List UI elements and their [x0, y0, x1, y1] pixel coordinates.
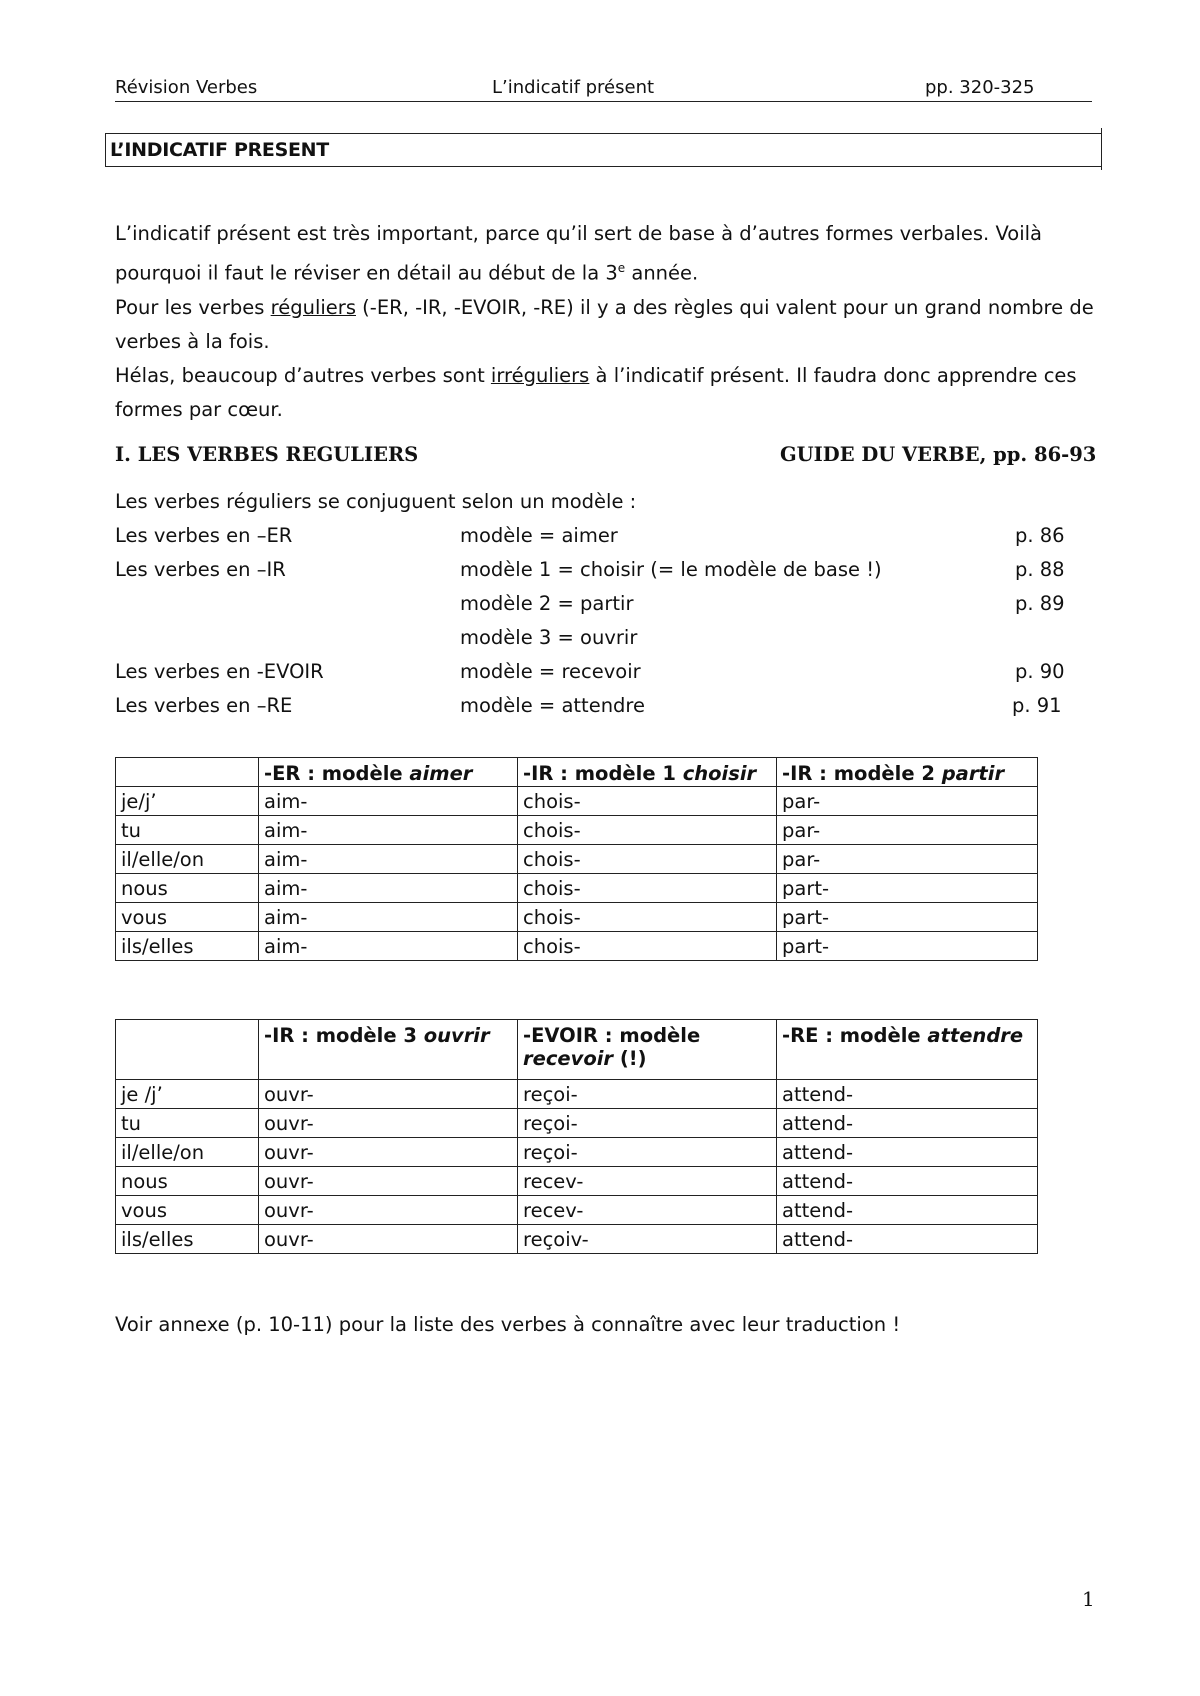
table-header-cell	[116, 1020, 259, 1080]
stem-cell: attend-	[777, 1225, 1038, 1254]
intro-p2-line2: verbes à la fois.	[115, 329, 270, 353]
stem-cell: part-	[777, 874, 1038, 903]
stem-cell: chois-	[518, 845, 777, 874]
table-header-cell	[518, 1020, 777, 1080]
models-intro: Les verbes réguliers se conjuguent selon un modèle :	[115, 490, 637, 513]
pronoun-cell: tu	[116, 1109, 259, 1138]
pronoun-cell: nous	[116, 874, 259, 903]
intro-p2-b: (-ER, -IR, -EVOIR, -RE) il y a des règles qui valent pour un grand nombre de	[355, 295, 1094, 319]
title-box-tick	[1101, 128, 1102, 170]
intro-p3-line2: formes par cœur.	[115, 397, 283, 421]
stem-cell: ouvr-	[259, 1167, 518, 1196]
model-page: p. 90	[1015, 660, 1065, 683]
table-row	[116, 1080, 1038, 1109]
stem-cell: par-	[777, 787, 1038, 816]
intro-p2-underlined: réguliers	[270, 295, 356, 319]
header-text: -RE : modèle	[782, 1024, 928, 1047]
intro-p1-line2	[115, 251, 1095, 291]
pronoun-cell: nous	[116, 1167, 259, 1196]
intro-p1-line1: L’indicatif présent est très important, parce qu’il sert de base à d’autres formes verbales. Voilà	[115, 222, 1042, 245]
intro-p3-underlined: irréguliers	[490, 363, 590, 387]
header-italic: aimer	[409, 762, 473, 785]
model-name: modèle 3 = ouvrir	[460, 626, 638, 649]
stem-cell: reçoi-	[518, 1109, 777, 1138]
stem-cell: chois-	[518, 932, 777, 961]
header-italic: recevoir	[523, 1047, 614, 1070]
stem-cell: part-	[777, 932, 1038, 961]
table-row	[116, 903, 1038, 932]
header-text: -IR : modèle 3	[264, 1024, 424, 1047]
stem-cell: reçoi-	[518, 1080, 777, 1109]
header-italic: attendre	[927, 1024, 1024, 1047]
header-text-suffix: (!)	[613, 1047, 647, 1070]
header-text: -EVOIR : modèle	[523, 1024, 701, 1047]
intro-p3-a: Hélas, beaucoup d’autres verbes sont	[115, 363, 491, 387]
pronoun-cell: il/elle/on	[116, 845, 259, 874]
section-title: I. LES VERBES REGULIERS	[115, 443, 419, 466]
pronoun-cell: je/j’	[116, 787, 259, 816]
model-name: modèle 2 = partir	[460, 592, 634, 615]
table-row	[116, 874, 1038, 903]
stem-cell: aim-	[259, 787, 518, 816]
table-header-cell	[116, 758, 259, 787]
pronoun-cell: ils/elles	[116, 932, 259, 961]
model-group: Les verbes en -EVOIR	[115, 660, 324, 683]
table-row	[116, 787, 1038, 816]
header-italic: partir	[941, 762, 1005, 785]
model-name: modèle 1 = choisir (= le modèle de base !)	[460, 558, 882, 581]
model-group: Les verbes en –RE	[115, 694, 293, 717]
stem-cell: ouvr-	[259, 1138, 518, 1167]
header-text: -IR : modèle 2	[782, 762, 942, 785]
stem-cell: chois-	[518, 787, 777, 816]
stem-cell: par-	[777, 816, 1038, 845]
page-number: 1	[1082, 1587, 1095, 1611]
table-header-cell	[259, 758, 518, 787]
intro-sup: e	[617, 261, 626, 275]
conjugation-table-1	[115, 757, 1038, 961]
stem-cell: part-	[777, 903, 1038, 932]
table-header-row	[116, 1020, 1038, 1080]
stem-cell: ouvr-	[259, 1080, 518, 1109]
table-row	[116, 1138, 1038, 1167]
pronoun-cell: ils/elles	[116, 1225, 259, 1254]
pronoun-cell: vous	[116, 903, 259, 932]
intro-p2-line1	[115, 291, 1095, 325]
page-title: L’INDICATIF PRESENT	[110, 139, 329, 161]
stem-cell: aim-	[259, 874, 518, 903]
stem-cell: chois-	[518, 816, 777, 845]
intro-p3-b: à l’indicatif présent. Il faudra donc apprendre ces	[589, 363, 1077, 387]
stem-cell: aim-	[259, 845, 518, 874]
table-header-row	[116, 758, 1038, 787]
table-header-cell	[518, 758, 777, 787]
table-row	[116, 1196, 1038, 1225]
stem-cell: aim-	[259, 932, 518, 961]
intro-p1-line2-a: pourquoi il faut le réviser en détail au début de la 3	[115, 261, 618, 285]
pronoun-cell: vous	[116, 1196, 259, 1225]
stem-cell: attend-	[777, 1109, 1038, 1138]
header-text: -ER : modèle	[264, 762, 410, 785]
pronoun-cell: je /j’	[116, 1080, 259, 1109]
stem-cell: attend-	[777, 1167, 1038, 1196]
header-italic: ouvrir	[423, 1024, 490, 1047]
stem-cell: ouvr-	[259, 1225, 518, 1254]
stem-cell: recev-	[518, 1196, 777, 1225]
stem-cell: chois-	[518, 903, 777, 932]
stem-cell: attend-	[777, 1138, 1038, 1167]
stem-cell: attend-	[777, 1196, 1038, 1225]
stem-cell: aim-	[259, 816, 518, 845]
stem-cell: ouvr-	[259, 1109, 518, 1138]
table-row	[116, 932, 1038, 961]
table-header-cell	[777, 1020, 1038, 1080]
intro-p2-a: Pour les verbes	[115, 295, 271, 319]
model-page: p. 88	[1015, 558, 1065, 581]
table-row	[116, 845, 1038, 874]
header-italic: choisir	[682, 762, 757, 785]
model-name: modèle = recevoir	[460, 660, 641, 683]
intro-text	[115, 217, 1095, 427]
intro-p3-line1	[115, 359, 1095, 393]
stem-cell: attend-	[777, 1080, 1038, 1109]
table-row	[116, 1225, 1038, 1254]
stem-cell: chois-	[518, 874, 777, 903]
title-box	[105, 133, 1102, 167]
stem-cell: par-	[777, 845, 1038, 874]
header-right: pp. 320-325	[925, 77, 1035, 98]
header-center: L’indicatif présent	[492, 77, 655, 98]
conjugation-table-2	[115, 1019, 1038, 1254]
header-rule	[115, 101, 1092, 102]
table-row	[116, 816, 1038, 845]
model-name: modèle = aimer	[460, 524, 618, 547]
table-header-cell	[259, 1020, 518, 1080]
pronoun-cell: il/elle/on	[116, 1138, 259, 1167]
model-group: Les verbes en –IR	[115, 558, 286, 581]
stem-cell: recev-	[518, 1167, 777, 1196]
model-page: p. 86	[1015, 524, 1065, 547]
model-name: modèle = attendre	[460, 694, 646, 717]
pronoun-cell: tu	[116, 816, 259, 845]
annexe-note: Voir annexe (p. 10-11) pour la liste des verbes à connaître avec leur traduction !	[115, 1313, 901, 1336]
stem-cell: reçoi-	[518, 1138, 777, 1167]
header-left: Révision Verbes	[115, 77, 258, 98]
table-header-cell	[777, 758, 1038, 787]
model-group: Les verbes en –ER	[115, 524, 293, 547]
model-page: p. 91	[1012, 694, 1062, 717]
header-text: -IR : modèle 1	[523, 762, 683, 785]
table-row	[116, 1167, 1038, 1196]
intro-p1-line2-b: année.	[625, 261, 699, 285]
table-row	[116, 1109, 1038, 1138]
section-guide: GUIDE DU VERBE, pp. 86-93	[780, 443, 1097, 466]
stem-cell: ouvr-	[259, 1196, 518, 1225]
stem-cell: reçoiv-	[518, 1225, 777, 1254]
model-page: p. 89	[1015, 592, 1065, 615]
stem-cell: aim-	[259, 903, 518, 932]
